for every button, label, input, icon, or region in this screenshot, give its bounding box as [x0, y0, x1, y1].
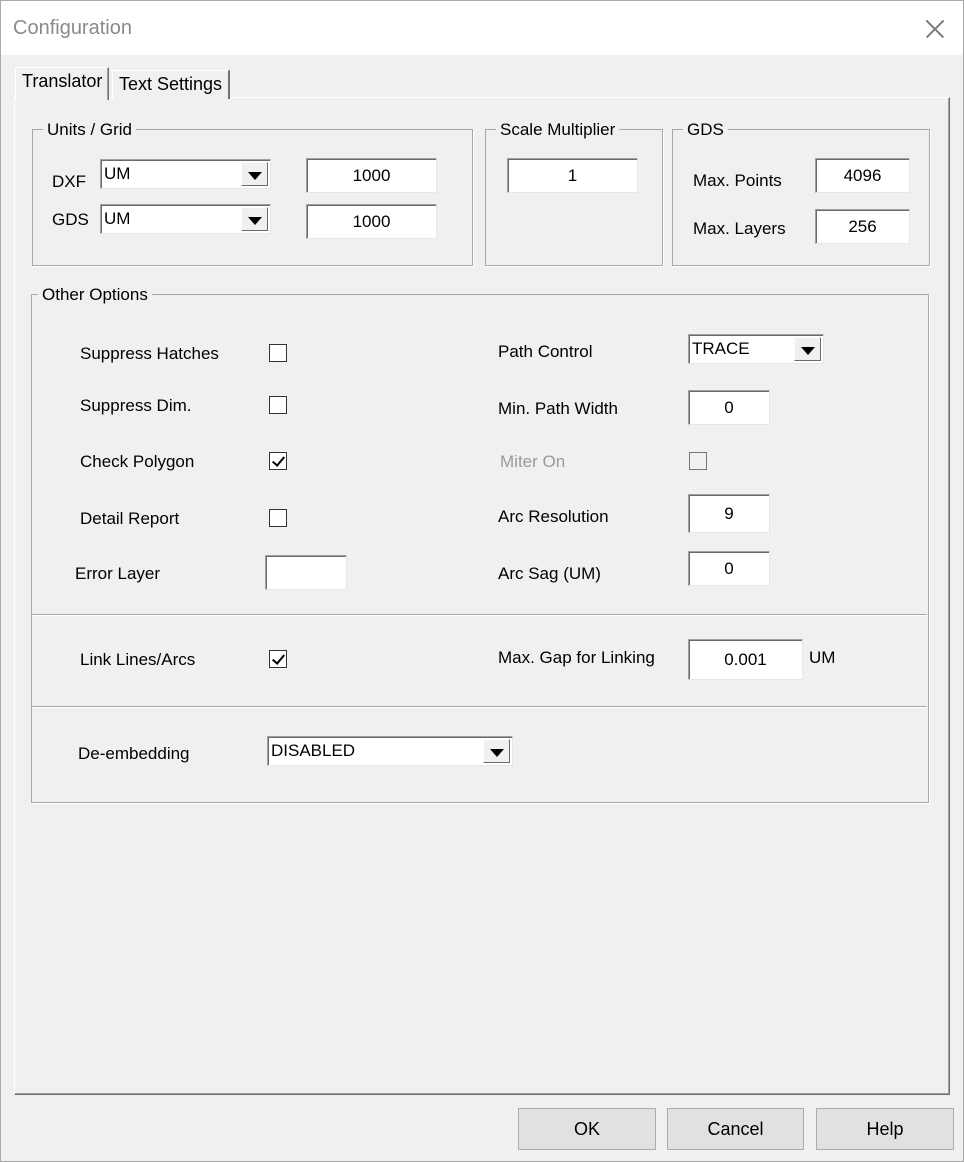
chevron-down-icon [248, 172, 262, 180]
max-gap-label: Max. Gap for Linking [498, 648, 655, 667]
min-path-width-label: Min. Path Width [498, 399, 618, 418]
dxf-grid-input[interactable] [306, 158, 437, 193]
suppress-hatches-checkbox[interactable] [269, 344, 287, 362]
miter-on-label: Miter On [500, 452, 566, 471]
gds-legend: GDS [683, 120, 728, 140]
max-gap-input[interactable] [688, 639, 803, 680]
check-polygon-label: Check Polygon [80, 452, 195, 471]
de-embedding-select[interactable] [267, 736, 513, 766]
cancel-button[interactable]: Cancel [667, 1108, 804, 1150]
checkmark-icon [272, 651, 285, 665]
suppress-hatches-label: Suppress Hatches [80, 344, 219, 363]
chevron-down-icon [248, 217, 262, 225]
check-polygon-checkbox[interactable] [269, 452, 287, 470]
arc-resolution-input[interactable] [688, 494, 770, 533]
dxf-label: DXF [52, 172, 86, 191]
title-bar [1, 1, 963, 55]
options-divider-2 [32, 706, 927, 708]
close-icon[interactable] [923, 17, 947, 41]
gds-unit-select[interactable] [100, 204, 271, 234]
scale-multiplier-legend: Scale Multiplier [496, 120, 619, 140]
other-options-legend: Other Options [38, 285, 152, 305]
arc-sag-label: Arc Sag (UM) [498, 564, 601, 583]
help-button[interactable]: Help [816, 1108, 954, 1150]
path-control-select[interactable] [688, 334, 824, 364]
miter-on-checkbox[interactable] [689, 452, 707, 470]
min-path-width-input[interactable] [688, 390, 770, 425]
max-points-input[interactable] [815, 158, 910, 193]
max-gap-unit: UM [809, 648, 836, 667]
de-embedding-value: DISABLED [271, 741, 356, 760]
detail-report-label: Detail Report [80, 509, 180, 528]
scale-multiplier-input[interactable] [507, 158, 638, 193]
tab-text-settings[interactable]: Text Settings [112, 70, 229, 99]
units-grid-legend: Units / Grid [43, 120, 136, 140]
suppress-dim-label: Suppress Dim. [80, 396, 192, 415]
detail-report-checkbox[interactable] [269, 509, 287, 527]
options-divider [32, 614, 927, 616]
suppress-dim-checkbox[interactable] [269, 396, 287, 414]
gds-group [672, 120, 930, 266]
gds-label: GDS [52, 210, 89, 229]
arc-sag-input[interactable] [688, 551, 770, 586]
chevron-down-icon [490, 749, 504, 757]
ok-button[interactable]: OK [518, 1108, 656, 1150]
units-grid-group [32, 120, 473, 266]
de-embedding-dropdown-button[interactable] [483, 739, 510, 763]
gds-grid-input[interactable] [306, 204, 437, 239]
other-options-group [31, 285, 929, 803]
arc-resolution-label: Arc Resolution [498, 507, 609, 526]
link-lines-label: Link Lines/Arcs [80, 650, 196, 669]
scale-multiplier-group [485, 120, 663, 266]
tab-translator[interactable]: Translator [15, 67, 109, 100]
link-lines-checkbox[interactable] [269, 650, 287, 668]
dxf-unit-select[interactable] [100, 159, 271, 189]
dxf-unit-value: UM [104, 164, 131, 183]
window-title: Configuration [13, 17, 132, 39]
path-control-label: Path Control [498, 342, 593, 361]
error-layer-input[interactable] [265, 555, 347, 590]
max-layers-label: Max. Layers [693, 219, 786, 238]
gds-unit-value: UM [104, 209, 131, 228]
de-embedding-label: De-embedding [78, 744, 190, 763]
checkmark-icon [272, 453, 285, 467]
max-layers-input[interactable] [815, 209, 910, 244]
max-points-label: Max. Points [693, 171, 782, 190]
gds-unit-dropdown-button[interactable] [241, 207, 268, 231]
path-control-dropdown-button[interactable] [794, 337, 821, 361]
error-layer-label: Error Layer [75, 564, 161, 583]
dxf-unit-dropdown-button[interactable] [241, 162, 268, 186]
path-control-value: TRACE [692, 339, 750, 358]
chevron-down-icon [801, 347, 815, 355]
